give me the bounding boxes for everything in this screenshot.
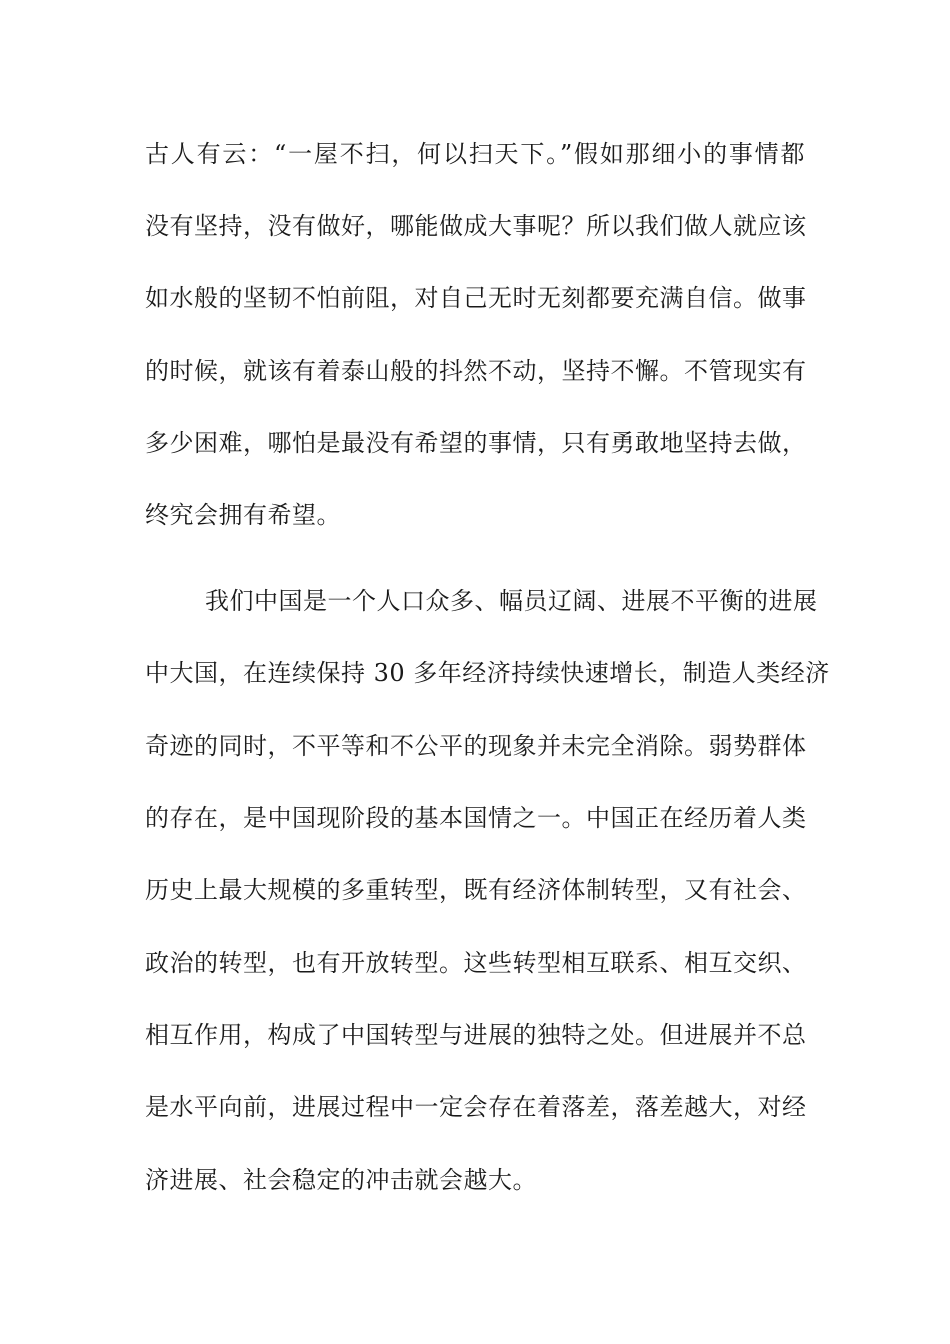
paragraph-2-line-7: 相互作用，构成了中国转型与进展的独特之处。但进展并不总 xyxy=(145,1021,807,1049)
paragraph-2-line-4: 的存在，是中国现阶段的基本国情之一。中国正在经历着人类 xyxy=(145,804,807,832)
paragraph-2-line-2: 中大国，在连续保持 30 多年经济持续快速增长，制造人类经济 xyxy=(145,659,830,687)
paragraph-2-line-6: 政治的转型，也有开放转型。这些转型相互联系、相互交织、 xyxy=(145,949,807,977)
paragraph-2-line-8: 是水平向前，进展过程中一定会存在着落差，落差越大，对经 xyxy=(145,1093,807,1121)
paragraph-1-line-6: 终究会拥有希望。 xyxy=(145,501,341,529)
paragraph-1-line-4: 的时候，就该有着泰山般的抖然不动，坚持不懈。不管现实有 xyxy=(145,357,807,385)
paragraph-1-line-5: 多少困难，哪怕是最没有希望的事情，只有勇敢地坚持去做， xyxy=(145,429,807,457)
paragraph-1-line-1: 古人有云：“一屋不扫，何以扫天下。”假如那细小的事情都 xyxy=(145,140,805,168)
paragraph-2-line-9: 济进展、社会稳定的冲击就会越大。 xyxy=(145,1166,537,1194)
paragraph-2-line-3: 奇迹的同时，不平等和不公平的现象并未完全消除。弱势群体 xyxy=(145,732,807,760)
paragraph-1-line-2: 没有坚持，没有做好，哪能做成大事呢？所以我们做人就应该 xyxy=(145,212,807,240)
paragraph-2-line-5: 历史上最大规模的多重转型，既有经济体制转型，又有社会、 xyxy=(145,876,807,904)
paragraph-2-line-1: 我们中国是一个人口众多、幅员辽阔、进展不平衡的进展 xyxy=(205,587,818,615)
paragraph-1-line-3: 如水般的坚韧不怕前阻，对自己无时无刻都要充满自信。做事 xyxy=(145,284,807,312)
